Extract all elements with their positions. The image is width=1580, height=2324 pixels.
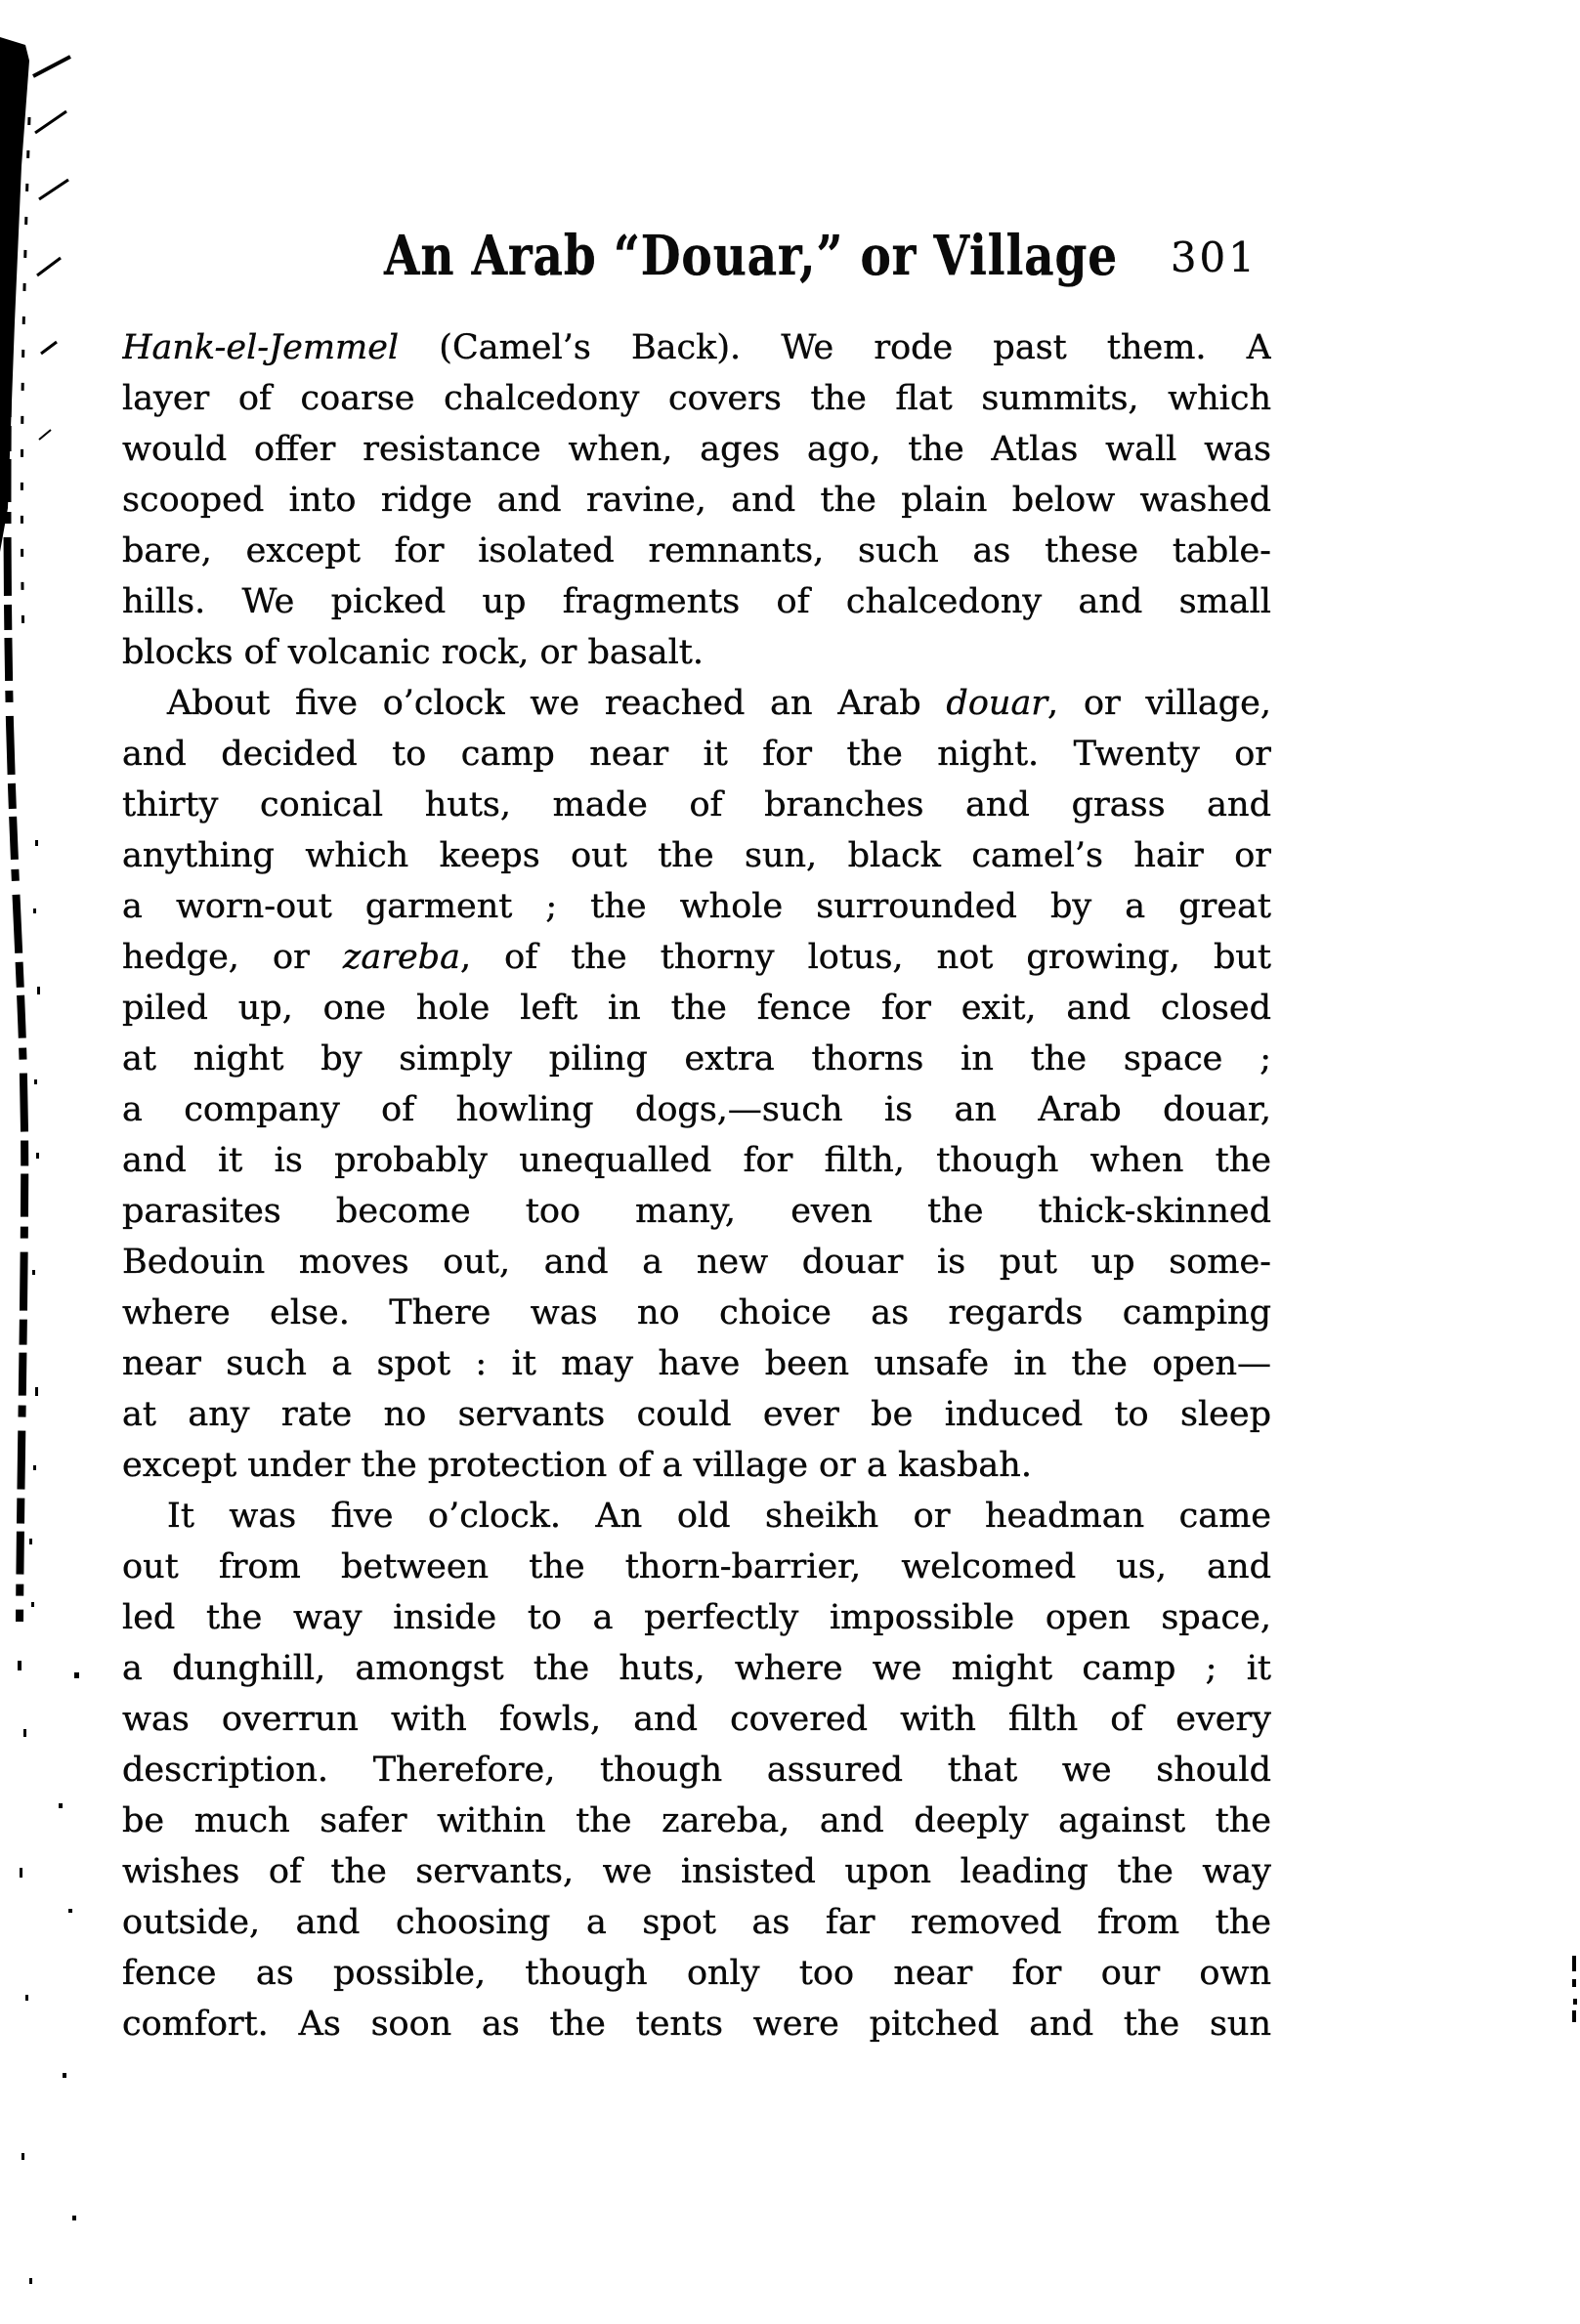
- text-line: About five o’clock we reached an Arab douar, or village,: [167, 684, 1271, 723]
- text-line: a dunghill, amongst the huts, where we might camp ; it: [122, 1649, 1271, 1688]
- text-line: a company of howling dogs,—such is an Arab douar,: [122, 1090, 1271, 1129]
- text-line: led the way inside to a perfectly impossible open space,: [122, 1598, 1271, 1637]
- text-line: at night by simply piling extra thorns in the space ;: [122, 1039, 1271, 1078]
- text-line: description. Therefore, though assured that we should: [122, 1751, 1271, 1790]
- text-line: thirty conical huts, made of branches and grass and: [122, 785, 1271, 824]
- text-line: near such a spot : it may have been unsafe in the open—: [122, 1344, 1271, 1383]
- page-title: An Arab “Douar,” or Village: [384, 224, 1118, 288]
- body-text: [122, 322, 1271, 2049]
- text-line: and it is probably unequalled for filth, though when the: [122, 1141, 1271, 1180]
- text-line: where else. There was no choice as regards camping: [122, 1293, 1271, 1332]
- text-line: outside, and choosing a spot as far removed from the: [122, 1903, 1271, 1942]
- text-line: hedge, or zareba, of the thorny lotus, not growing, but: [122, 938, 1271, 977]
- text-line: be much safer within the zareba, and deeply against the: [122, 1801, 1271, 1840]
- text-line: except under the protection of a village or a kasbah.: [122, 1446, 1032, 1485]
- text-line: blocks of volcanic rock, or basalt.: [122, 633, 704, 672]
- text-line: and decided to camp near it for the night. Twenty or: [122, 735, 1271, 774]
- text-line: layer of coarse chalcedony covers the flat summits, which: [122, 379, 1271, 418]
- text-line: It was five o’clock. An old sheikh or headman came: [167, 1497, 1271, 1536]
- text-line: Bedouin moves out, and a new douar is put up some-: [122, 1243, 1271, 1282]
- text-line: would offer resistance when, ages ago, the Atlas wall was: [122, 430, 1271, 469]
- text-line: hills. We picked up fragments of chalcedony and small: [122, 582, 1271, 621]
- text-line: wishes of the servants, we insisted upon leading the way: [122, 1852, 1271, 1891]
- text-line: piled up, one hole left in the fence for exit, and closed: [122, 989, 1271, 1028]
- text-line: anything which keeps out the sun, black camel’s hair or: [122, 836, 1271, 875]
- text-line: Hank-el-Jemmel (Camel’s Back). We rode past them. A: [122, 328, 1271, 367]
- text-line: bare, except for isolated remnants, such as these table-: [122, 531, 1271, 570]
- page-number: 301: [1170, 233, 1258, 281]
- text-line: parasites become too many, even the thick-skinned: [122, 1192, 1271, 1231]
- text-line: at any rate no servants could ever be induced to sleep: [122, 1395, 1271, 1434]
- text-line: a worn-out garment ; the whole surrounded by a great: [122, 887, 1271, 926]
- text-line: fence as possible, though only too near for our own: [122, 1954, 1271, 1993]
- text-line: was overrun with fowls, and covered with filth of every: [122, 1700, 1271, 1739]
- text-line: out from between the thorn-barrier, welcomed us, and: [122, 1547, 1271, 1586]
- running-header: [122, 223, 1271, 291]
- text-line: comfort. As soon as the tents were pitched and the sun: [122, 2005, 1271, 2044]
- text-line: scooped into ridge and ravine, and the plain below washed: [122, 481, 1271, 520]
